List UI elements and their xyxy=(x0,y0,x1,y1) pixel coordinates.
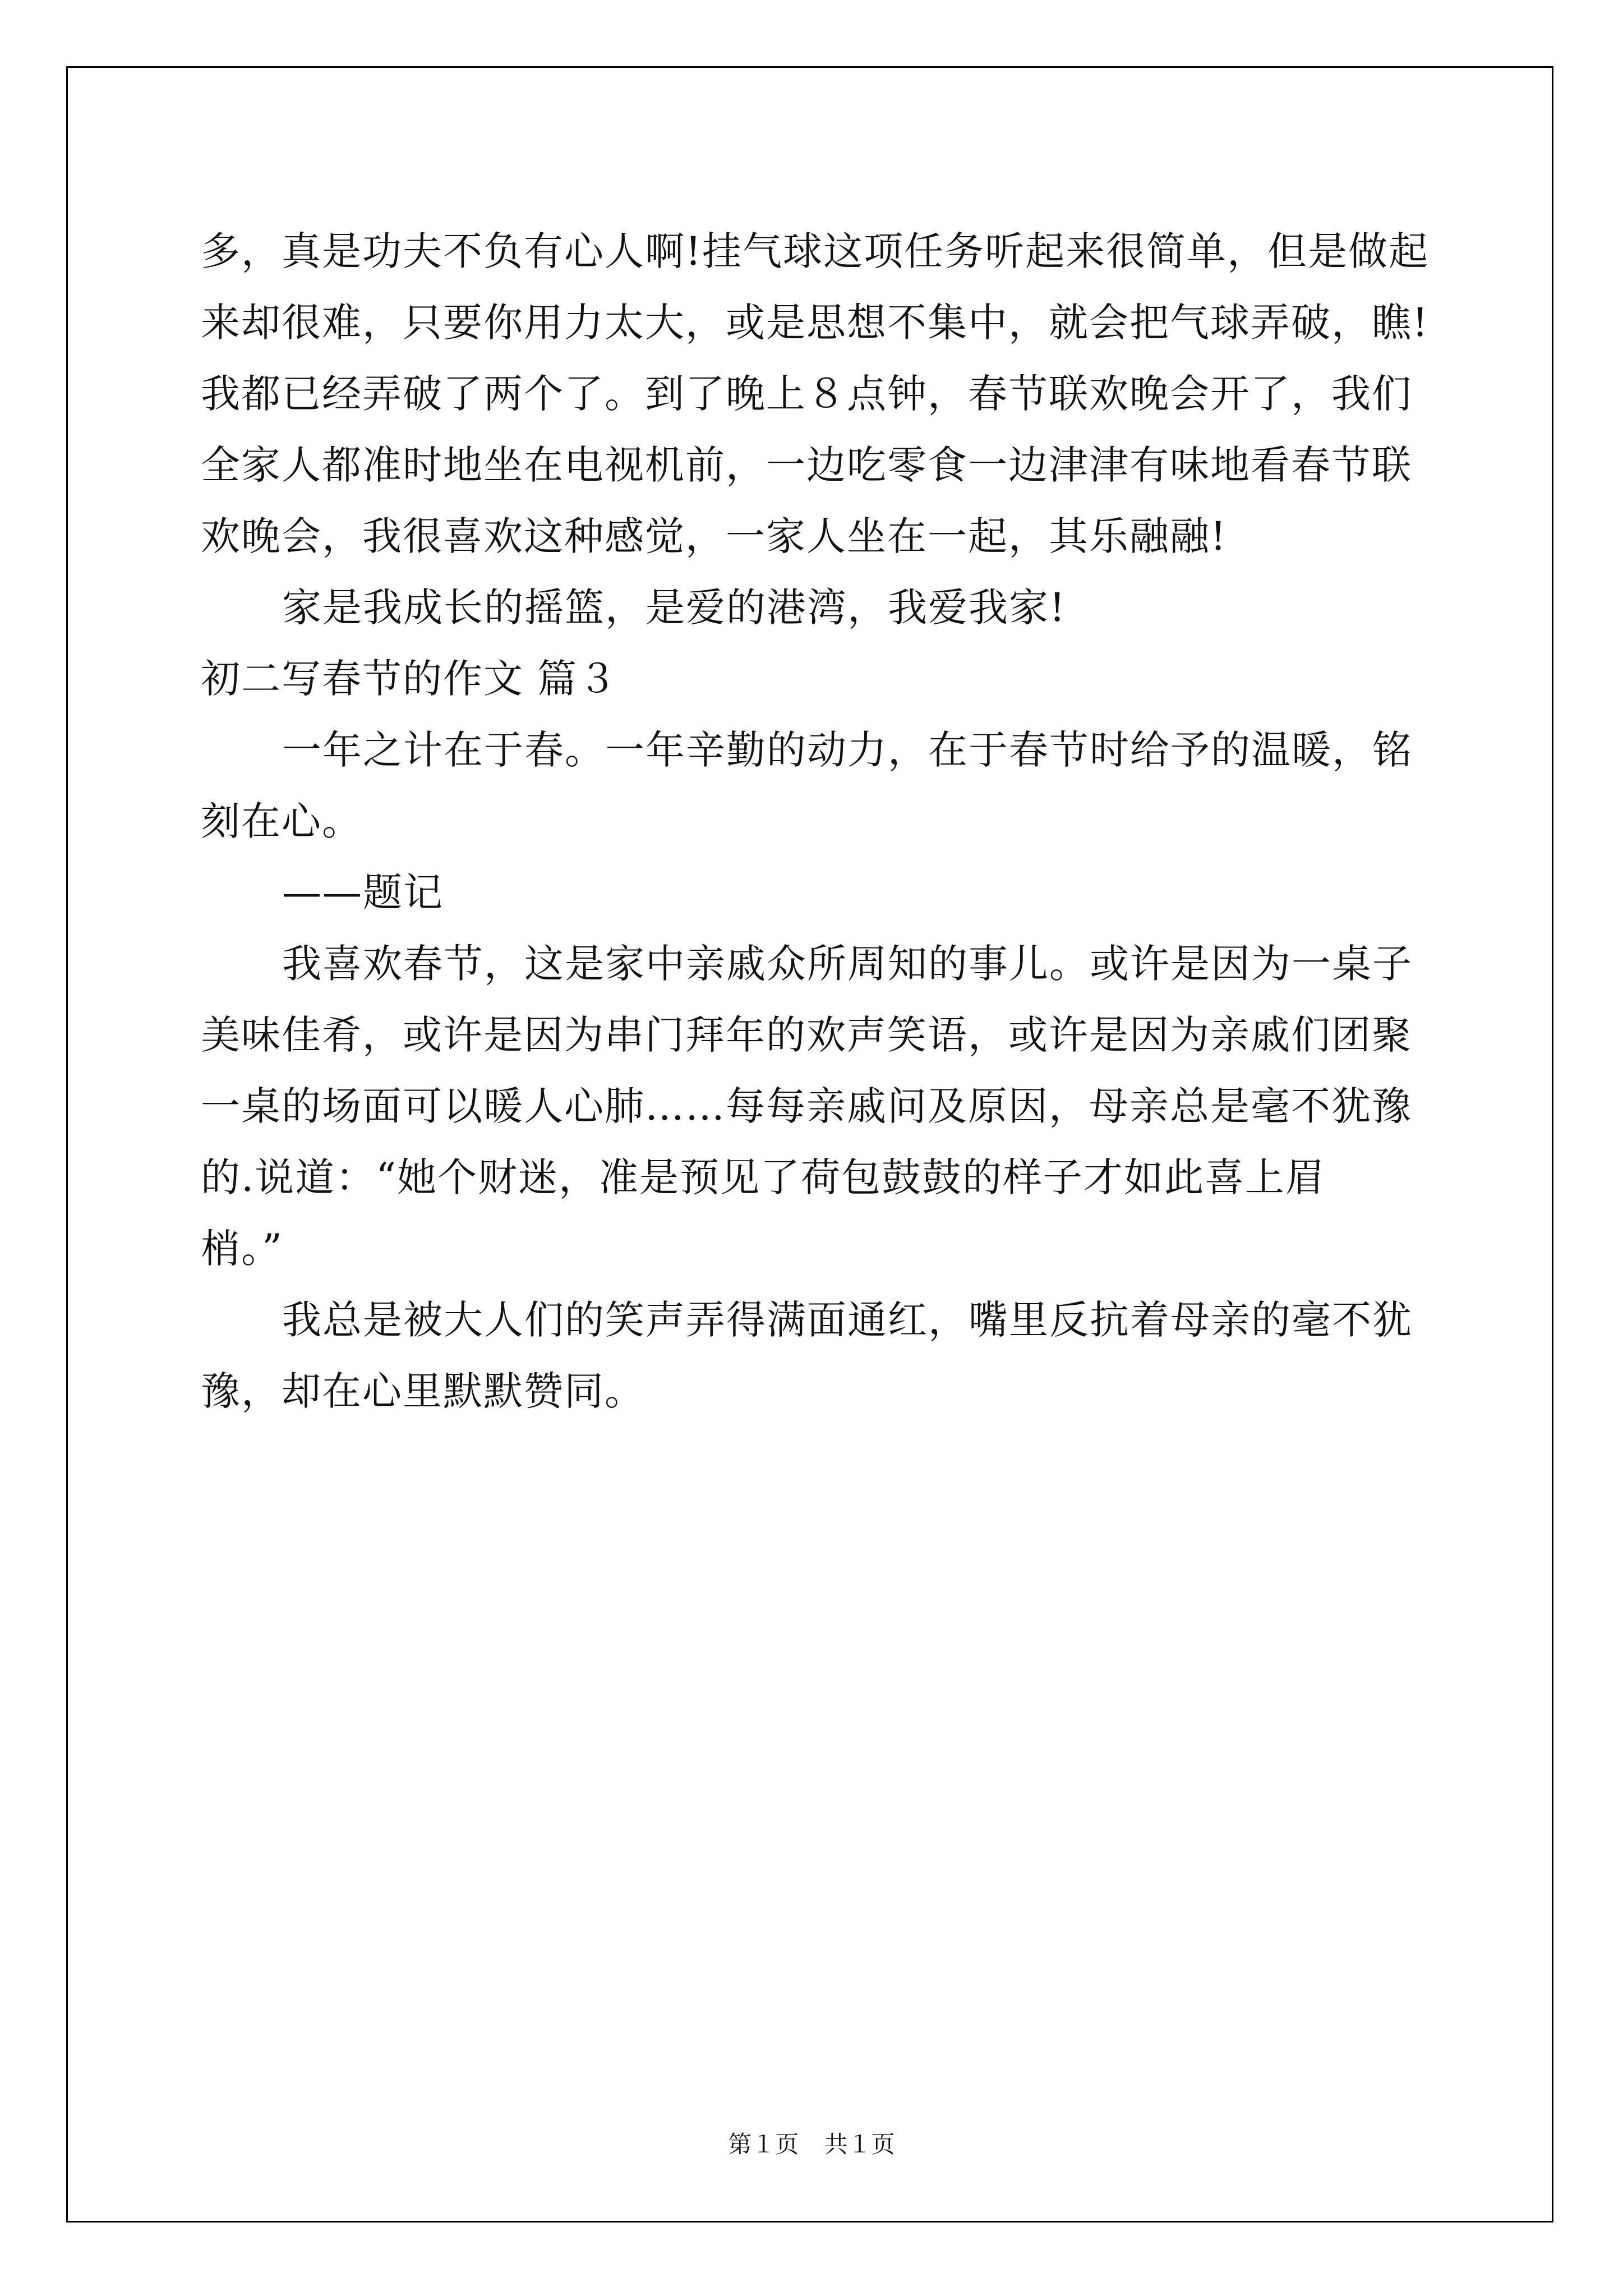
paragraph-line: 的.说道：“她个财迷，准是预见了荷包鼓鼓的样子才如此喜上眉 xyxy=(201,1154,1326,1200)
page-total: 共１页 xyxy=(824,2131,895,2158)
page-number: 第１页 xyxy=(728,2131,799,2158)
paragraph-line: 豫，却在心里默默赞同。 xyxy=(201,1368,645,1414)
section-heading: 初二写春节的作文 篇３ xyxy=(201,656,619,702)
paragraph-line: 全家人都准时地坐在电视机前，一边吃零食一边津津有味地看春节联 xyxy=(201,442,1412,488)
paragraph-line: 我都已经弄破了两个了。到了晚上８点钟，春节联欢晚会开了，我们 xyxy=(201,371,1412,417)
paragraph-line: 我喜欢春节，这是家中亲戚众所周知的事儿。或许是因为一桌子 xyxy=(282,941,1413,987)
paragraph-line: 刻在心。 xyxy=(201,798,362,844)
paragraph-line: 家是我成长的摇篮，是爱的港湾，我爱我家! xyxy=(282,585,1067,631)
paragraph-line: 欢晚会，我很喜欢这种感觉，一家人坐在一起，其乐融融! xyxy=(201,513,1228,559)
paragraph-line: 美味佳肴，或许是因为串门拜年的欢声笑语，或许是因为亲戚们团聚 xyxy=(201,1012,1412,1058)
paragraph-line: 来却很难，只要你用力太大，或是思想不集中，就会把气球弄破，瞧! xyxy=(201,300,1430,346)
document-body xyxy=(201,216,1435,1427)
paragraph-line: 梢。” xyxy=(201,1226,283,1272)
paragraph-line: 一桌的场面可以暖人心肺……每每亲戚问及原因，母亲总是毫不犹豫 xyxy=(201,1083,1412,1129)
paragraph-line: 一年之计在于春。一年辛勤的动力，在于春节时给予的温暖，铭 xyxy=(282,727,1413,773)
paragraph-line: 多，真是功夫不负有心人啊!挂气球这项任务听起来很简单，但是做起 xyxy=(201,228,1430,274)
epigraph-attribution: ——题记 xyxy=(282,869,444,915)
paragraph-line: 我总是被大人们的笑声弄得满面通红，嘴里反抗着母亲的毫不犹 xyxy=(282,1297,1413,1343)
page-footer xyxy=(0,2126,1623,2160)
